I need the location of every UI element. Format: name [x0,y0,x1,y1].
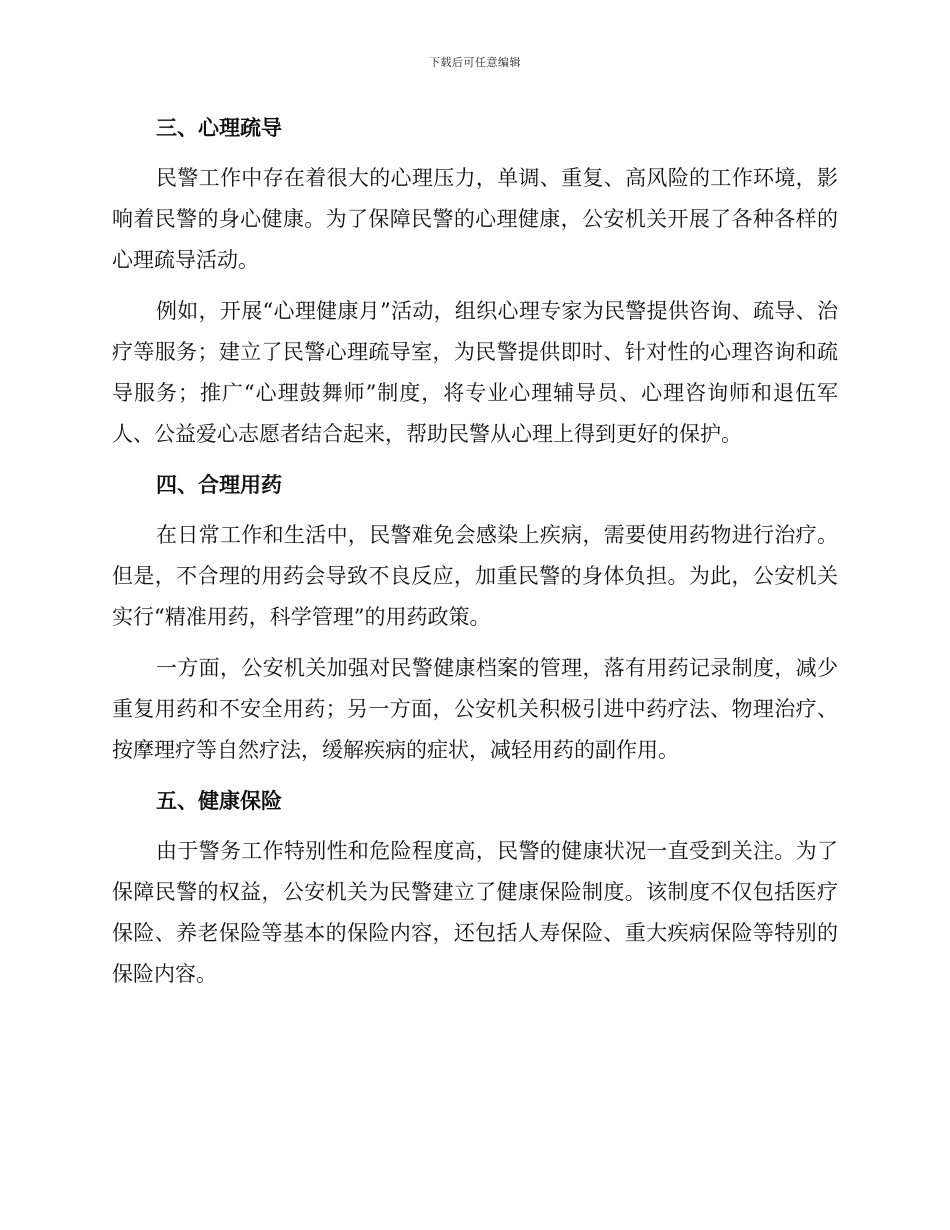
paragraph: 例如，开展“心理健康月”活动，组织心理专家为民警提供咨询、疏导、治疗等服务；建立了民警心理疏导室，为民警提供即时、针对性的心理咨询和疏导服务；推广“心理鼓舞师”制度，将专业心理辅导员、心理咨询师和退伍军人、公益爱心志愿者结合起来，帮助民警从心理上得到更好的保护。 [112,299,838,446]
paragraph: 一方面，公安机关加强对民警健康档案的管理，落有用药记录制度，减少重复用药和不安全用药；另一方面，公安机关积极引进中药疗法、物理治疗、按摩理疗等自然疗法，缓解疾病的症状，减轻用药的副作用。 [112,656,838,762]
section-psychological-counseling [112,108,838,455]
page-header: 下载后可任意编辑 [429,56,521,69]
document-body [112,108,838,1005]
paragraph: 民警工作中存在着很大的心理压力，单调、重复、高风险的工作环境，影响着民警的身心健康。为了保障民警的心理健康，公安机关开展了各种各样的心理疏导活动。 [112,166,838,272]
section-health-insurance [112,781,838,995]
section-heading: 四、合理用药 [156,473,282,497]
section-heading: 三、心理疏导 [156,116,282,140]
section-heading: 五、健康保险 [156,789,282,813]
section-rational-medication [112,465,838,771]
paragraph: 在日常工作和生活中，民警难免会感染上疾病，需要使用药物进行治疗。但是，不合理的用药会导致不良反应，加重民警的身体负担。为此，公安机关实行“精准用药，科学管理”的用药政策。 [112,523,838,629]
paragraph: 由于警务工作特别性和危险程度高，民警的健康状况一直受到关注。为了保障民警的权益，公安机关为民警建立了健康保险制度。该制度不仅包括医疗保险、养老保险等基本的保险内容，还包括人寿保险、重大疾病保险等特别的保险内容。 [112,839,838,986]
